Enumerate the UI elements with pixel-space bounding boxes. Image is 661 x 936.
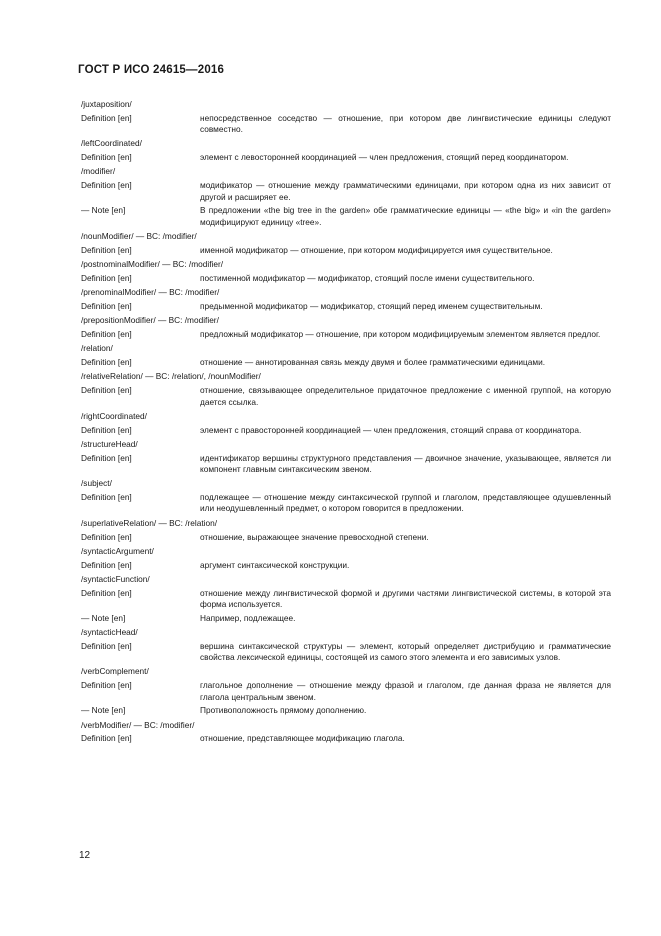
entry-label: Definition [en] xyxy=(81,357,132,368)
glossary-entry xyxy=(81,478,611,514)
entry-label: Definition [en] xyxy=(81,733,132,744)
entry-row xyxy=(81,357,611,368)
entry-term: /prenominalModifier/ — BC: /modifier/ xyxy=(81,287,220,298)
entry-text: Противоположность прямому дополнению. xyxy=(200,705,367,716)
entry-row xyxy=(81,453,611,476)
entry-row xyxy=(81,733,611,744)
entry-text: В предложении «the big tree in the garden» обе грамматические единицы — «the big» и «in the garden» модифицируют единицу «tree». xyxy=(200,205,611,227)
entry-label: Definition [en] xyxy=(81,112,132,123)
entry-term: /nounModifier/ — BC: /modifier/ xyxy=(81,230,197,241)
entry-text: именной модификатор — отношение, при котором модифицируется имя существительное. xyxy=(200,244,553,255)
entry-term: /relativeRelation/ — BC: /relation/, /nounModifier/ xyxy=(81,371,261,382)
entry-row xyxy=(81,205,611,228)
glossary-entry xyxy=(81,231,611,256)
glossary-entry xyxy=(81,371,611,407)
entry-text: вершина синтаксической структуры — элемент, который определяет дистрибуцию и грамматические свойства лексической единицы, состоящей из самого этого элемента и его зависимых узлов. xyxy=(200,640,611,663)
entry-row xyxy=(81,385,611,408)
entry-text: элемент с левосторонней координацией — член предложения, стоящий перед координатором. xyxy=(200,152,569,163)
entry-text: глагольное дополнение — отношение между фразой и глаголом, где данная фраза не является для глагола центральным звеном. xyxy=(200,680,611,702)
entry-label: Definition [en] xyxy=(81,680,132,691)
entry-row xyxy=(81,680,611,703)
entry-term: /modifier/ xyxy=(81,166,116,177)
entry-text: отношение, связывающее определительное придаточное предложение с именной группой, на которую дается ссылка. xyxy=(200,385,611,407)
entry-label: Definition [en] xyxy=(81,559,132,570)
entry-row xyxy=(81,180,611,203)
entry-label: Definition [en] xyxy=(81,640,132,651)
glossary-entry xyxy=(81,343,611,368)
entry-label: Definition [en] xyxy=(81,452,132,463)
glossary-entry xyxy=(81,720,611,745)
entry-text: идентификатор вершины структурного представления — двоичное значение, указывающее, является ли компонент главным синтаксическим звеном. xyxy=(200,452,611,475)
entry-text: подлежащее — отношение между синтаксической группой и глаголом, представляющее одушевленный или неодушевленный предмет, о котором говорится в предложении. xyxy=(200,492,611,514)
glossary-entry xyxy=(81,574,611,624)
entry-text: отношение, представляющее модификацию глагола. xyxy=(200,733,405,744)
entry-text: постименной модификатор — модификатор, стоящий после имени существительного. xyxy=(200,272,535,283)
entry-term: /verbComplement/ xyxy=(81,666,149,677)
entry-label: Definition [en] xyxy=(81,385,132,396)
glossary-entry xyxy=(81,666,611,716)
entry-text: элемент с правосторонней координацией — член предложения, стоящий справа от координатора. xyxy=(200,424,582,435)
entry-label: Definition [en] xyxy=(81,587,132,598)
glossary-entry xyxy=(81,546,611,571)
glossary-entry xyxy=(81,259,611,284)
entry-label: — Note [en] xyxy=(81,205,126,216)
glossary-entry xyxy=(81,439,611,475)
entry-term: /postnominalModifier/ — BC: /modifier/ xyxy=(81,259,224,270)
entry-row xyxy=(81,532,611,543)
entry-row xyxy=(81,301,611,312)
entry-label: Definition [en] xyxy=(81,492,132,503)
entry-text: аргумент синтаксической конструкции. xyxy=(200,559,350,570)
entry-row xyxy=(81,641,611,664)
entry-term: /rightCoordinated/ xyxy=(81,410,147,421)
entry-row xyxy=(81,425,611,436)
entry-term: /syntacticFunction/ xyxy=(81,573,150,584)
entry-term: /verbModifier/ — BC: /modifier/ xyxy=(81,719,195,730)
glossary-entry xyxy=(81,287,611,312)
glossary-entry xyxy=(81,518,611,543)
entry-row xyxy=(81,113,611,136)
entry-text: отношение — аннотированная связь между двумя и более грамматическими единицами. xyxy=(200,357,546,368)
entry-label: Definition [en] xyxy=(81,152,132,163)
entry-term: /juxtaposition/ xyxy=(81,99,132,109)
glossary-entry xyxy=(81,627,611,663)
entry-row xyxy=(81,705,611,716)
entry-text: отношение, выражающее значение превосходной степени. xyxy=(200,531,429,542)
entry-label: Definition [en] xyxy=(81,272,132,283)
entry-row xyxy=(81,329,611,340)
entry-term: /structureHead/ xyxy=(81,438,138,449)
entry-term: /syntacticHead/ xyxy=(81,627,138,638)
entry-label: — Note [en] xyxy=(81,705,126,716)
entry-row xyxy=(81,245,611,256)
entry-label: Definition [en] xyxy=(81,424,132,435)
glossary-entry xyxy=(81,315,611,340)
entry-text: непосредственное соседство — отношение, при котором две лингвистические единицы следуют совместно. xyxy=(200,112,611,135)
entry-text: Например, подлежащее. xyxy=(200,612,296,623)
entry-term: /subject/ xyxy=(81,478,112,489)
entry-term: /superlativeRelation/ — BC: /relation/ xyxy=(81,517,218,528)
glossary-entry xyxy=(81,411,611,436)
entry-term: /syntacticArgument/ xyxy=(81,545,154,556)
entry-label: Definition [en] xyxy=(81,180,132,191)
entry-text: модификатор — отношение между грамматическими единицами, при котором одна из них зависит от другой и расширяет ее. xyxy=(200,180,611,202)
entry-row xyxy=(81,492,611,515)
entry-row xyxy=(81,613,611,624)
entry-term: /leftCoordinated/ xyxy=(81,138,142,149)
glossary-entry xyxy=(81,166,611,227)
entry-row xyxy=(81,152,611,163)
glossary-entry xyxy=(81,99,611,135)
page-number: 12 xyxy=(79,850,91,861)
entry-term: /prepositionModifier/ — BC: /modifier/ xyxy=(81,315,219,326)
entry-row xyxy=(81,588,611,611)
entry-label: Definition [en] xyxy=(81,531,132,542)
entry-label: — Note [en] xyxy=(81,612,126,623)
entry-text: отношение между лингвистической формой и другими частями лингвистической системы, в которой эта форма используется. xyxy=(200,587,611,609)
entry-label: Definition [en] xyxy=(81,329,132,340)
entry-term: /relation/ xyxy=(81,343,113,354)
page-header: ГОСТ Р ИСО 24615—2016 xyxy=(78,64,225,76)
entry-label: Definition [en] xyxy=(81,244,132,255)
glossary-entry xyxy=(81,138,611,163)
entry-label: Definition [en] xyxy=(81,300,132,311)
entry-row xyxy=(81,560,611,571)
entry-row xyxy=(81,273,611,284)
entry-text: предложный модификатор — отношение, при котором модифицируемым элементом является предлог. xyxy=(200,329,601,340)
glossary-entries xyxy=(81,96,611,745)
entry-text: предыменной модификатор — модификатор, стоящий перед именем существительным. xyxy=(200,300,543,311)
